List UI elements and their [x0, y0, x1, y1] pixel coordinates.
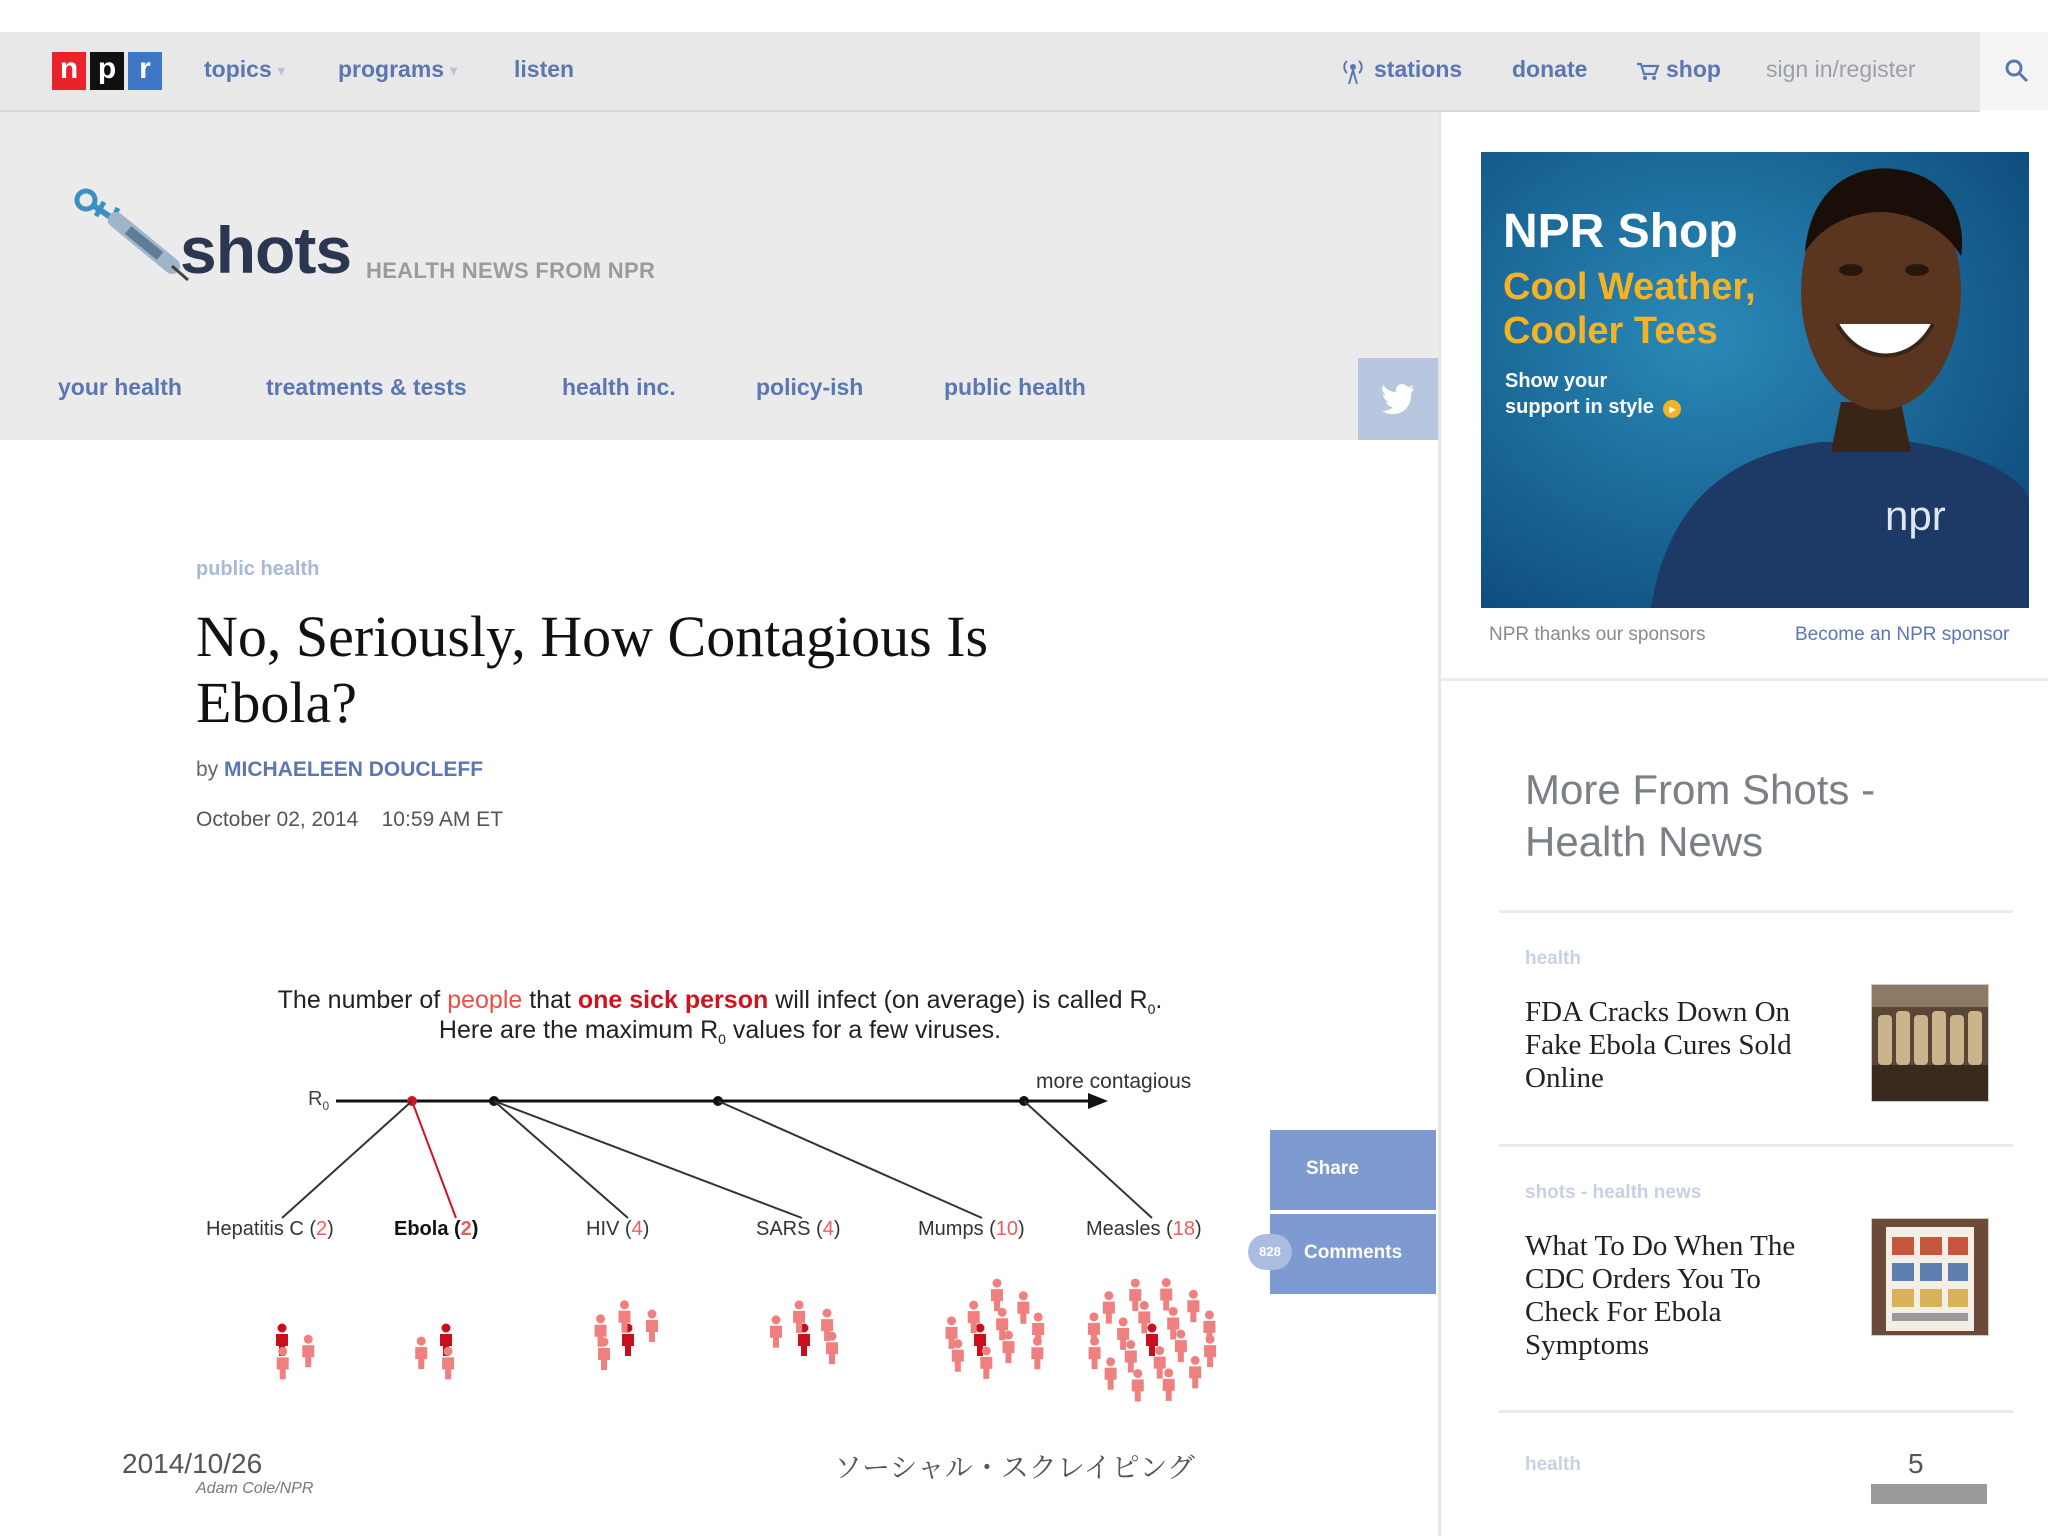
caption-subscript: 0 — [718, 1031, 726, 1047]
side-story-thumbnail[interactable] — [1871, 1218, 1989, 1336]
caption-subscript: 0 — [1147, 1001, 1156, 1017]
infected-person-icon — [1002, 1331, 1014, 1364]
infected-person-icon — [442, 1347, 454, 1380]
nav-stations-label: stations — [1374, 56, 1463, 83]
axis-label: R — [308, 1088, 323, 1110]
caption-period: . — [1155, 986, 1163, 1014]
virus-name: Ebola — [394, 1218, 449, 1240]
image-credit: Adam Cole/NPR — [196, 1480, 314, 1497]
comments-count-badge: 828 — [1248, 1234, 1292, 1270]
shots-header — [0, 112, 1438, 440]
top-navigation-bar — [0, 32, 1980, 112]
infected-person-icon — [1175, 1330, 1187, 1363]
npr-shop-ad[interactable] — [1481, 152, 2029, 608]
infected-person-icon — [1163, 1368, 1175, 1401]
ad-small-2 — [1505, 396, 1681, 419]
infected-person-icon — [991, 1279, 1003, 1312]
axis-end-label: more contagious — [1036, 1070, 1192, 1093]
infected-person-icon — [1154, 1346, 1166, 1379]
logo-letter-n: n — [52, 52, 86, 90]
ad-title: NPR Shop — [1503, 205, 1738, 258]
shots-subtitle: HEALTH NEWS FROM NPR — [366, 258, 656, 283]
axis-label-subscript: 0 — [322, 1099, 330, 1113]
caption-part: will infect (on average) is called R — [775, 986, 1148, 1014]
ad-line-1: Cool Weather, — [1503, 266, 1756, 308]
byline — [196, 758, 483, 782]
nav-programs[interactable] — [338, 56, 457, 83]
virus-label-hepatitis-c: Hepatitis C (2) — [206, 1218, 334, 1240]
ad-small-1: Show your — [1505, 370, 1608, 392]
sidebar — [1438, 112, 2048, 1536]
nav-donate[interactable]: donate — [1512, 56, 1588, 82]
caption-sick-person: one sick person — [577, 986, 769, 1014]
infected-person-icon — [1189, 1356, 1201, 1389]
virus-r0: 10 — [995, 1218, 1019, 1240]
side-story-thumbnail[interactable] — [1871, 984, 1989, 1102]
search-area — [1980, 32, 2048, 110]
virus-r0: 2 — [316, 1218, 328, 1240]
infected-person-icon — [826, 1332, 838, 1365]
infected-person-icon — [1103, 1291, 1115, 1324]
nav-shop-label: shop — [1666, 56, 1721, 82]
nav-shop[interactable] — [1636, 56, 1721, 83]
share-button[interactable] — [1270, 1130, 1436, 1210]
side-story-category[interactable]: shots - health news — [1525, 1182, 1702, 1203]
syringe-icon — [68, 180, 198, 290]
logo-letter-p: p — [90, 52, 124, 90]
virus-name: HIV — [586, 1218, 620, 1240]
search-icon[interactable] — [2004, 58, 2030, 84]
subnav-treatments-tests[interactable]: treatments & tests — [266, 374, 467, 400]
virus-label-sars: SARS (4) — [756, 1218, 841, 1240]
virus-name: SARS — [756, 1218, 811, 1240]
virus-r0: 4 — [822, 1218, 834, 1240]
shirt-npr-logo — [1885, 492, 1946, 540]
dateline — [196, 808, 503, 832]
caption-part: that — [529, 986, 571, 1014]
caption-part: values for a few viruses. — [732, 1016, 1002, 1044]
infected-person-icon — [1160, 1278, 1172, 1311]
npr-logo[interactable] — [52, 32, 168, 110]
nav-topics-label: topics — [204, 56, 272, 82]
virus-label-measles: Measles (18) — [1086, 1218, 1202, 1240]
infected-person-icon — [1017, 1291, 1029, 1324]
slide-date: 2014/10/26 — [122, 1448, 263, 1479]
byline-prefix: by — [196, 758, 219, 781]
infected-person-icon — [302, 1335, 314, 1368]
caption-part: Here are the maximum R — [438, 1016, 719, 1044]
cart-icon — [1636, 61, 1660, 81]
comments-button[interactable] — [1270, 1214, 1436, 1294]
side-story-headline[interactable]: What To Do When The CDC Orders You To Check For Ebola Symptoms — [1525, 1230, 1796, 1361]
subnav-policy-ish[interactable]: policy-ish — [756, 374, 864, 400]
infected-person-icon — [770, 1315, 782, 1348]
infected-person-icon — [1129, 1279, 1141, 1312]
nav-sign-in[interactable]: sign in/register — [1766, 56, 1916, 82]
radio-tower-icon — [1338, 56, 1368, 86]
subnav-public-health[interactable]: public health — [944, 374, 1086, 400]
comments-label: Comments — [1304, 1242, 1403, 1263]
logo-letter-r: r — [128, 52, 162, 90]
side-story-thumbnail[interactable] — [1871, 1484, 1987, 1504]
twitter-button[interactable] — [1358, 358, 1438, 440]
twitter-bird-icon — [1381, 384, 1415, 414]
virus-name: Mumps — [918, 1218, 984, 1240]
sidebar-divider — [1441, 678, 2048, 681]
slide-page-number: 5 — [1908, 1448, 1924, 1479]
infected-person-icon — [1132, 1369, 1144, 1402]
infected-person-icon — [415, 1337, 427, 1370]
infected-person-icon — [1125, 1340, 1137, 1373]
infected-person-icon — [646, 1309, 658, 1342]
article-date: October 02, 2014 — [196, 808, 359, 831]
chevron-down-icon: ▾ — [450, 62, 458, 79]
infographic — [190, 970, 1250, 1510]
infected-person-icon — [1031, 1337, 1043, 1370]
side-story-headline[interactable]: FDA Cracks Down On Fake Ebola Cures Sold Online — [1525, 996, 1792, 1094]
more-from-shots-title: More From Shots - Health News — [1525, 766, 1876, 865]
ad-line-2: Cooler Tees — [1503, 310, 1718, 352]
subnav-your-health[interactable]: your health — [58, 374, 182, 400]
ad-small-2-text: support in style — [1505, 396, 1654, 418]
side-story-category[interactable]: health — [1525, 1454, 1581, 1475]
nav-programs-label: programs — [338, 56, 445, 82]
article-headline: No, Seriously, How Contagious Is Ebola? — [196, 604, 989, 735]
virus-name: Measles — [1086, 1218, 1161, 1240]
nav-listen[interactable]: listen — [514, 56, 575, 82]
shirt-logo-text: npr — [1885, 492, 1946, 539]
virus-name: Hepatitis C — [206, 1218, 304, 1240]
virus-label-hiv: HIV (4) — [586, 1218, 650, 1240]
nav-stations[interactable] — [1338, 56, 1462, 86]
side-story-category[interactable]: health — [1525, 948, 1581, 969]
caption-part: The number of — [277, 986, 441, 1014]
virus-r0: 18 — [1172, 1218, 1195, 1240]
caption-people: people — [447, 986, 523, 1014]
divider — [1499, 1410, 2013, 1413]
infected-person-icon — [277, 1347, 289, 1380]
virus-r0: 4 — [631, 1218, 643, 1240]
slide-title: ソーシャル・スクレイピング — [834, 1452, 1195, 1483]
article-time: 10:59 AM ET — [381, 808, 504, 831]
arrow-circle-icon: ▸ — [1663, 400, 1681, 418]
virus-label-ebola: Ebola (2) — [394, 1218, 479, 1240]
divider — [1499, 1144, 2013, 1147]
share-label: Share — [1306, 1158, 1359, 1179]
infected-person-icon — [1204, 1335, 1216, 1368]
author-link[interactable]: MICHAELEEN DOUCLEFF — [224, 758, 484, 781]
divider — [1499, 910, 2013, 913]
infected-people-clusters — [190, 970, 1250, 1510]
subnav-health-inc[interactable]: health inc. — [562, 374, 676, 400]
infected-person-icon — [1105, 1357, 1117, 1390]
infected-person-icon — [1187, 1290, 1199, 1323]
chevron-down-icon: ▾ — [277, 62, 285, 79]
sponsor-thanks: NPR thanks our sponsors — [1489, 624, 1706, 645]
nav-topics[interactable] — [204, 56, 285, 83]
virus-r0: 2 — [460, 1218, 472, 1240]
shots-title[interactable]: shots — [180, 213, 352, 287]
article-category[interactable]: public health — [196, 558, 320, 580]
virus-label-mumps: Mumps (10) — [918, 1218, 1025, 1240]
become-sponsor-link[interactable]: Become an NPR sponsor — [1795, 624, 2010, 645]
infected-person-icon — [980, 1346, 992, 1379]
